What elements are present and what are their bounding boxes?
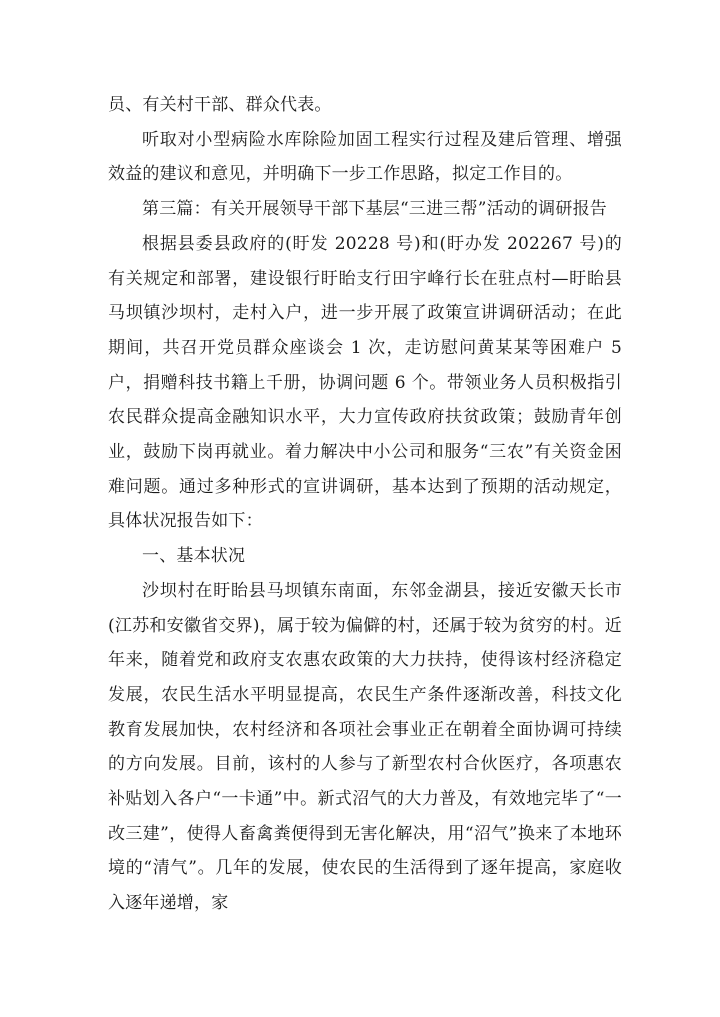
paragraph-1: 员、有关村干部、群众代表。 xyxy=(108,95,332,115)
paragraph-3: 根据县委县政府的(盱发 20228 号)和(盱办发 202267 号)的有关规定和部署，建设银行盱眙支行田宇峰行长在驻点村—盱眙县马坝镇沙坝村，走村入户，进一步开展了政策宣讲调研活动；在此期间，共召开党员群众座谈会 1 次，走访慰问黄某某等困难户 5 户，捐赠科技书籍上千册，协调问题 6 个。带领业务人员积极指引农民群众提高金融知识水平，大力宣传政府扶贫政策；鼓励青年创业，鼓励下岗再就业。着力解决中小公司和服务“三农”有关资金困难问题。通过多种形式的宣讲调研，基本达到了预期的活动规定，具体状况报告如下： xyxy=(108,233,622,532)
paragraph-4: 沙坝村在盱眙县马坝镇东南面，东邻金湖县，接近安徽天长市(江苏和安徽省交界)，属于较为偏僻的村，还属于较为贫穷的村。近年来，随着党和政府支农惠农政策的大力扶持，使得该村经济稳定发展，农民生活水平明显提高，农民生产条件逐渐改善，科技文化教育发展加快，农村经济和各项社会事业正在朝着全面协调可持续的方向发展。目前，该村的人参与了新型农村合伙医疗，各项惠农补贴划入各户“一卡通”中。新式沼气的大力普及，有效地完毕了“一改三建”，使得人畜禽粪便得到无害化解决，用“沼气”换来了本地环境的“清气”。几年的发展，使农民的生活得到了逐年提高，家庭收入逐年递增，家 xyxy=(108,580,622,914)
subsection-heading: 一、基本状况 xyxy=(142,546,246,567)
paragraph-2: 听取对小型病险水库除险加固工程实行过程及建后管理、增强效益的建议和意见，并明确下一步工作思路，拟定工作目的。 xyxy=(108,129,622,185)
section-title: 第三篇：有关开展领导干部下基层“三进三帮”活动的调研报告 xyxy=(142,199,607,220)
document-body xyxy=(108,88,622,921)
